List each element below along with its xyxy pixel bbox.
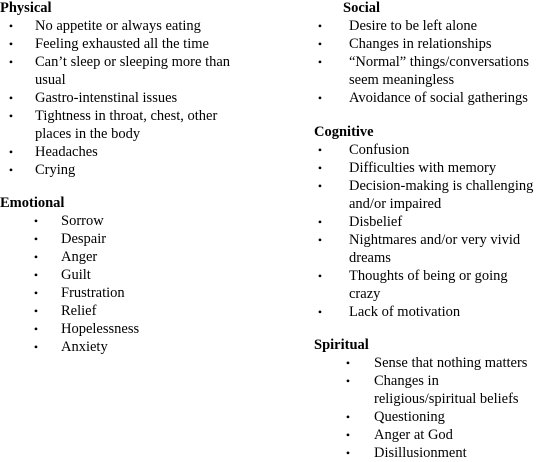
list-item: • Crying xyxy=(6,161,240,179)
list-item: • Anxiety xyxy=(31,338,231,356)
bullet-icon: • xyxy=(33,232,39,246)
bullet-icon: • xyxy=(345,356,351,370)
bullet-icon: • xyxy=(345,446,351,460)
bullet-icon: • xyxy=(33,304,39,318)
emotional-heading: Emotional xyxy=(0,195,65,211)
list-item: • Gastro-intenstinal issues xyxy=(6,89,240,107)
list-item: • Guilt xyxy=(31,266,231,284)
list-item: • Sorrow xyxy=(31,212,231,230)
bullet-icon: • xyxy=(345,374,351,388)
list-item: • Headaches xyxy=(6,143,240,161)
bullet-icon: • xyxy=(317,179,323,193)
list-item: • Questioning xyxy=(343,408,544,426)
spiritual-heading: Spiritual xyxy=(314,337,369,353)
list-item: • Feeling exhausted all the time xyxy=(6,35,240,53)
bullet-icon: • xyxy=(317,143,323,157)
physical-heading: Physical xyxy=(0,0,52,16)
list-item: • Frustration xyxy=(31,284,231,302)
bullet-icon: • xyxy=(317,161,323,175)
list-item: • Lack of motivation xyxy=(315,303,530,321)
bullet-icon: • xyxy=(8,163,14,177)
bullet-icon: • xyxy=(8,37,14,51)
list-item: • Decision-making is challenging and/or impaired xyxy=(315,177,544,213)
bullet-icon: • xyxy=(317,233,323,247)
bullet-icon: • xyxy=(317,55,323,69)
list-item: • Avoidance of social gatherings xyxy=(315,89,539,107)
list-item: • Can’t sleep or sleeping more than usual xyxy=(6,53,240,89)
list-item: • Tightness in throat, chest, other places in the body xyxy=(6,107,240,143)
bullet-icon: • xyxy=(33,340,39,354)
list-item: • Relief xyxy=(31,302,231,320)
cognitive-list xyxy=(315,141,544,321)
list-item: • “Normal” things/conversations seem meaningless xyxy=(315,53,539,89)
list-item: • Despair xyxy=(31,230,231,248)
list-item: • Difficulties with memory xyxy=(315,159,544,177)
bullet-icon: • xyxy=(317,215,323,229)
physical-list xyxy=(6,17,266,179)
list-item: • No appetite or always eating xyxy=(6,17,240,35)
list-item: • Nightmares and/or very vivid dreams xyxy=(315,231,530,267)
list-item: • Anger xyxy=(31,248,231,266)
bullet-icon: • xyxy=(33,250,39,264)
bullet-icon: • xyxy=(33,322,39,336)
bullet-icon: • xyxy=(33,214,39,228)
cognitive-heading: Cognitive xyxy=(314,124,374,140)
bullet-icon: • xyxy=(8,55,14,69)
bullet-icon: • xyxy=(8,109,14,123)
bullet-icon: • xyxy=(317,37,323,51)
list-item: • Hopelessness xyxy=(31,320,231,338)
bullet-icon: • xyxy=(345,410,351,424)
list-item: • Changes in religious/spiritual beliefs xyxy=(343,372,544,408)
list-item: • Anger at God xyxy=(343,426,544,444)
list-item: • Disbelief xyxy=(315,213,544,231)
bullet-icon: • xyxy=(317,91,323,105)
bullet-icon: • xyxy=(317,19,323,33)
bullet-icon: • xyxy=(8,91,14,105)
bullet-icon: • xyxy=(8,145,14,159)
list-item: • Sense that nothing matters xyxy=(343,354,544,372)
list-item: • Thoughts of being or going crazy xyxy=(315,267,530,303)
emotional-list xyxy=(31,212,231,356)
list-item: • Changes in relationships xyxy=(315,35,539,53)
social-heading: Social xyxy=(343,0,381,16)
bullet-icon: • xyxy=(8,19,14,33)
bullet-icon: • xyxy=(345,428,351,442)
bullet-icon: • xyxy=(33,268,39,282)
list-item: • Desire to be left alone xyxy=(315,17,539,35)
social-list xyxy=(315,17,544,107)
list-item: • Disillusionment xyxy=(343,444,544,462)
spiritual-list xyxy=(343,354,544,462)
bullet-icon: • xyxy=(317,269,323,283)
bullet-icon: • xyxy=(33,286,39,300)
list-item: • Confusion xyxy=(315,141,544,159)
bullet-icon: • xyxy=(317,305,323,319)
